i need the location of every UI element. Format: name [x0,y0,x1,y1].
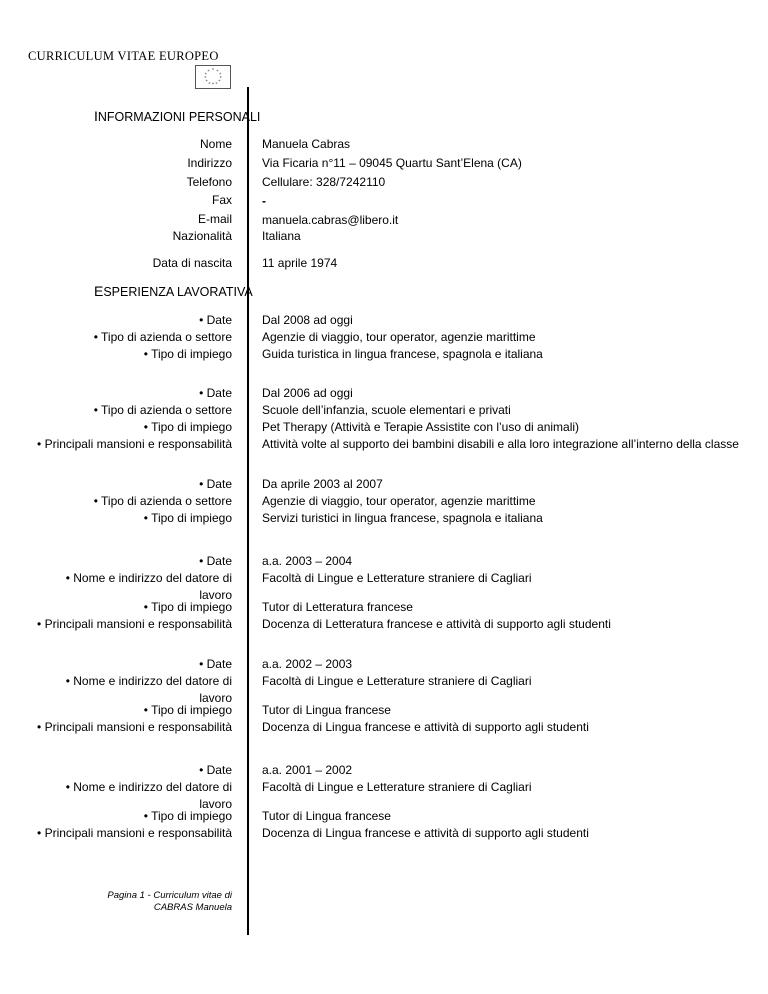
label-job: • Tipo di impiego [143,511,232,525]
label-employer: • Nome e indirizzo del datore di lavoro [65,571,232,602]
entry-duties: Attività volte al supporto dei bambini disabili e alla loro integrazione all’interno della classe [262,437,739,451]
entry-date: a.a. 2001 – 2002 [262,763,353,777]
svg-text:*: * [205,80,208,85]
entry-job: Tutor di Lingua francese [262,703,391,717]
value-nome: Manuela Cabras [262,137,351,151]
svg-text:*: * [219,76,222,82]
entry-company: Scuole dell’infanzia, scuole elementari e privati [262,403,511,417]
label-date: • Date [199,554,232,568]
experience-heading: ESPERIENZA LAVORATIVA [94,283,253,299]
label-data-nascita: Data di nascita [152,256,232,270]
entry-duties: Docenza di Lingua francese e attività di supporto agli studenti [262,826,589,840]
value-indirizzo: Via Ficaria n°11 – 09045 Quartu Sant’Elena (CA) [262,156,522,170]
entry-employer: Facoltà di Lingue e Letterature straniere di Cagliari [262,571,532,585]
svg-text:*: * [215,82,218,88]
entry-duties: Docenza di Letteratura francese e attività di supporto agli studenti [262,617,611,631]
personal-info-heading: INFORMAZIONI PERSONALI [94,108,261,124]
eu-flag-icon [195,65,231,89]
svg-text:*: * [216,69,219,75]
svg-text:*: * [219,73,222,78]
svg-text:*: * [211,83,215,88]
page-footer: Pagina 1 - Curriculum vitae di CABRAS Manuela [107,890,232,913]
label-date: • Date [199,313,232,327]
label-fax: Fax [211,193,232,207]
label-company: • Tipo di azienda o settore [93,330,232,344]
svg-text:*: * [207,69,210,75]
label-nome: Nome [199,137,232,151]
label-company: • Tipo di azienda o settore [93,403,232,417]
label-date: • Date [199,477,232,491]
value-nazionalita: Italiana [262,229,301,243]
label-duties: • Principali mansioni e responsabilità [37,720,232,734]
value-data-nascita: 11 aprile 1974 [262,256,338,270]
entry-job: Tutor di Lingua francese [262,809,391,823]
label-duties: • Principali mansioni e responsabilità [37,437,232,451]
label-employer: • Nome e indirizzo del datore di lavoro [65,780,232,811]
entry-job: Servizi turistici in lingua francese, spagnola e italiana [262,511,543,525]
svg-text:*: * [218,80,221,85]
label-job: • Tipo di impiego [143,347,232,361]
label-duties: • Principali mansioni e responsabilità [37,826,232,840]
label-nazionalita: Nazionalità [172,229,232,243]
document-title: CURRICULUM VITAE EUROPEO [28,49,219,63]
svg-text:*: * [204,73,207,78]
entry-date: a.a. 2003 – 2004 [262,554,353,568]
value-telefono: Cellulare: 328/7242110 [262,175,386,189]
entry-duties: Docenza di Lingua francese e attività di supporto agli studenti [262,720,589,734]
entry-date: Da aprile 2003 al 2007 [262,477,383,491]
entry-date: Dal 2008 ad oggi [262,313,353,327]
label-job: • Tipo di impiego [143,809,232,823]
entry-employer: Facoltà di Lingue e Letterature straniere di Cagliari [262,674,532,688]
label-job: • Tipo di impiego [143,703,232,717]
label-indirizzo: Indirizzo [187,156,232,170]
label-company: • Tipo di azienda o settore [93,494,232,508]
entry-job: Tutor di Letteratura francese [262,600,413,614]
label-employer: • Nome e indirizzo del datore di lavoro [65,674,232,705]
entry-employer: Facoltà di Lingue e Letterature straniere di Cagliari [262,780,532,794]
entry-date: a.a. 2002 – 2003 [262,657,353,671]
value-fax: - [262,194,266,208]
column-divider [247,87,249,935]
label-date: • Date [199,386,232,400]
entry-date: Dal 2006 ad oggi [262,386,353,400]
label-job: • Tipo di impiego [143,600,232,614]
svg-text:*: * [208,82,211,88]
label-telefono: Telefono [186,175,232,189]
value-email: manuela.cabras@libero.it [262,213,399,227]
entry-company: Agenzie di viaggio, tour operator, agenzie marittime [262,494,536,508]
entry-company: Agenzie di viaggio, tour operator, agenzie marittime [262,330,536,344]
svg-text:*: * [204,76,207,82]
label-job: • Tipo di impiego [143,420,232,434]
label-date: • Date [199,657,232,671]
label-email: E-mail [197,212,232,226]
label-date: • Date [199,763,232,777]
entry-job: Guida turistica in lingua francese, spagnola e italiana [262,347,543,361]
label-duties: • Principali mansioni e responsabilità [37,617,232,631]
entry-job: Pet Therapy (Attività e Terapie Assistite con l’uso di animali) [262,420,580,434]
svg-text:*: * [211,68,215,74]
